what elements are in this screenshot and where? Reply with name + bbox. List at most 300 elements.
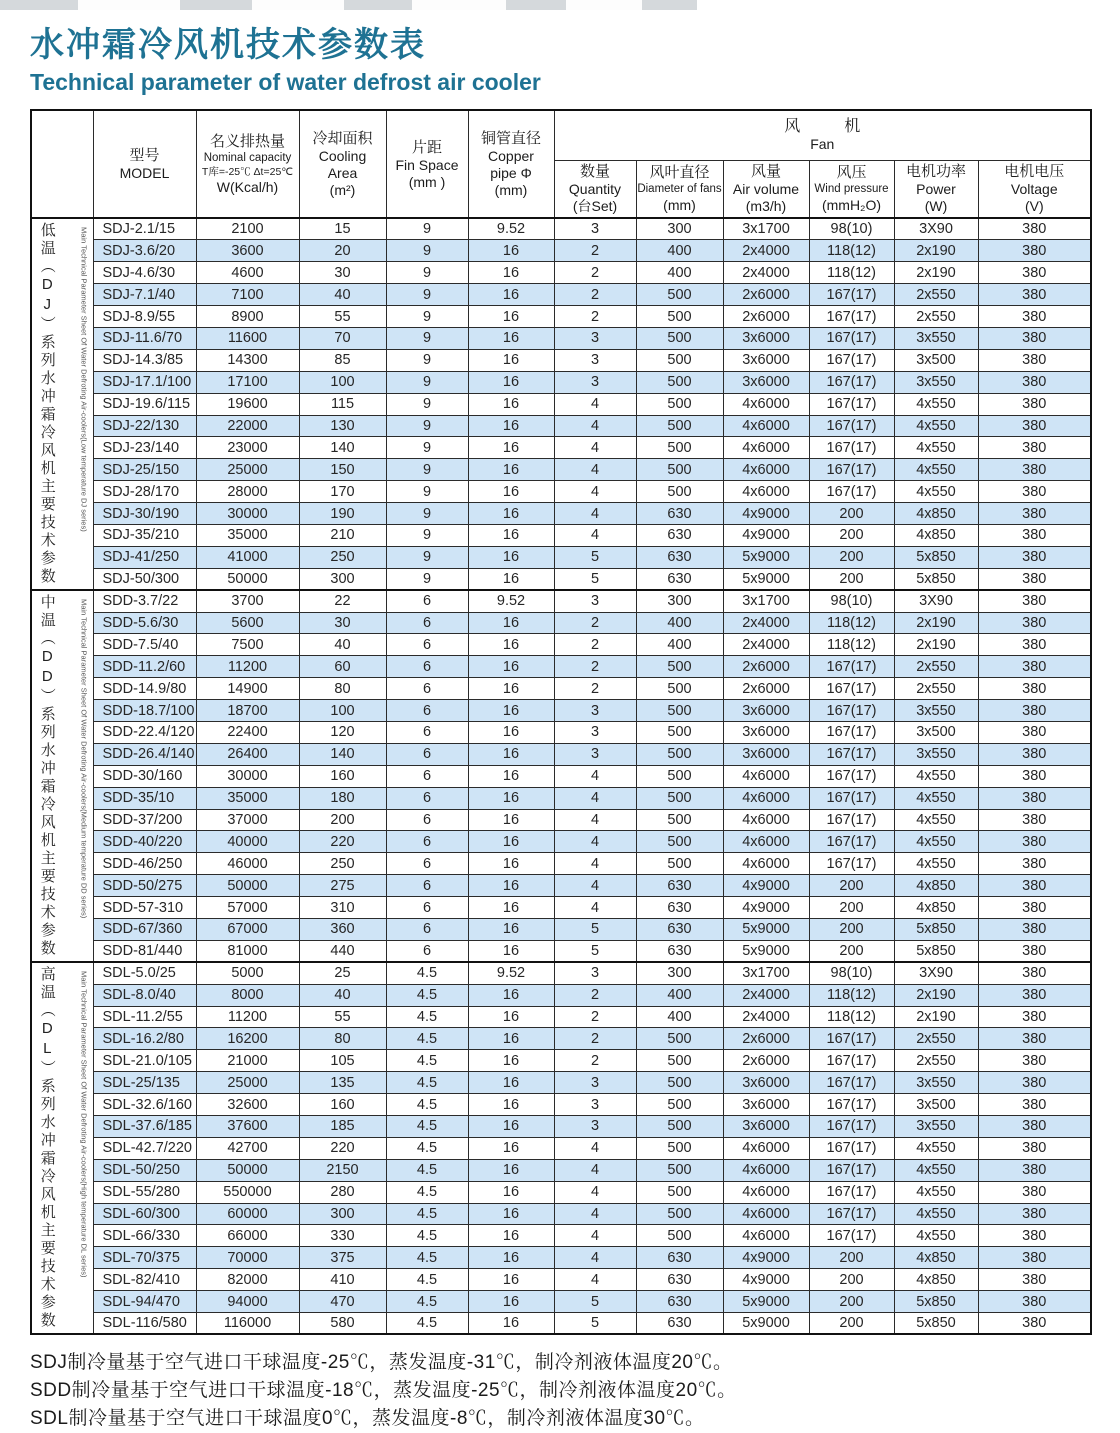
cell-nominal-capacity: 50000: [196, 1159, 299, 1181]
cell-fan-diameter: 400: [636, 612, 723, 634]
cell-motor-voltage: 380: [978, 590, 1091, 612]
cell-cooling-area: 300: [299, 1203, 386, 1225]
cell-nominal-capacity: 42700: [196, 1137, 299, 1159]
cell-motor-voltage: 380: [978, 875, 1091, 897]
cell-cooling-area: 140: [299, 743, 386, 765]
cell-air-volume: 3x6000: [723, 1116, 809, 1138]
cell-fan-quantity: 4: [554, 1247, 636, 1269]
cell-fin-space: 4.5: [386, 1269, 468, 1291]
cell-fin-space: 9: [386, 284, 468, 306]
cell-nominal-capacity: 14900: [196, 678, 299, 700]
cell-copper-pipe: 16: [468, 524, 554, 546]
cell-motor-voltage: 380: [978, 1203, 1091, 1225]
cell-motor-voltage: 380: [978, 415, 1091, 437]
cell-motor-voltage: 380: [978, 524, 1091, 546]
cell-air-volume: 4x6000: [723, 1181, 809, 1203]
cell-fin-space: 4.5: [386, 1313, 468, 1335]
cell-fan-diameter: 500: [636, 831, 723, 853]
cell-fan-quantity: 4: [554, 1269, 636, 1291]
cell-copper-pipe: 16: [468, 1116, 554, 1138]
cell-fan-diameter: 630: [636, 875, 723, 897]
cell-wind-pressure: 167(17): [809, 1159, 894, 1181]
cell-fan-diameter: 500: [636, 743, 723, 765]
cell-cooling-area: 185: [299, 1116, 386, 1138]
header-windpressure-en: Wind pressure: [814, 183, 889, 196]
cell-motor-power: 4x550: [894, 765, 978, 787]
cell-motor-power: 4x550: [894, 1181, 978, 1203]
cell-fan-quantity: 4: [554, 393, 636, 415]
cell-nominal-capacity: 3600: [196, 240, 299, 262]
cell-fan-diameter: 630: [636, 1313, 723, 1335]
cell-copper-pipe: 16: [468, 262, 554, 284]
cell-air-volume: 5x9000: [723, 940, 809, 962]
cell-fan-diameter: 500: [636, 481, 723, 503]
cell-nominal-capacity: 37000: [196, 809, 299, 831]
cell-motor-power: 5x850: [894, 568, 978, 590]
cell-wind-pressure: 167(17): [809, 1028, 894, 1050]
cell-nominal-capacity: 19600: [196, 393, 299, 415]
cell-model: SDL-94/470: [93, 1291, 196, 1313]
cell-wind-pressure: 167(17): [809, 721, 894, 743]
cell-fan-quantity: 4: [554, 853, 636, 875]
cell-fan-quantity: 4: [554, 1203, 636, 1225]
cell-motor-power: 2x190: [894, 612, 978, 634]
cell-fan-diameter: 630: [636, 1247, 723, 1269]
cell-cooling-area: 100: [299, 371, 386, 393]
page-subtitle: Technical parameter of water defrost air cooler: [30, 69, 541, 95]
cell-copper-pipe: 9.52: [468, 962, 554, 984]
cell-motor-voltage: 380: [978, 1116, 1091, 1138]
cell-fin-space: 9: [386, 415, 468, 437]
cell-fan-diameter: 630: [636, 503, 723, 525]
cell-fan-quantity: 2: [554, 1006, 636, 1028]
cell-copper-pipe: 16: [468, 1159, 554, 1181]
cell-fin-space: 6: [386, 678, 468, 700]
header-quantity-zh: 数量: [579, 163, 610, 181]
cell-fan-diameter: 400: [636, 240, 723, 262]
cell-fin-space: 9: [386, 218, 468, 240]
cell-cooling-area: 105: [299, 1050, 386, 1072]
cell-cooling-area: 180: [299, 787, 386, 809]
cell-copper-pipe: 9.52: [468, 590, 554, 612]
table-row: [31, 634, 1091, 656]
cell-fan-quantity: 2: [554, 656, 636, 678]
cell-model: SDJ-23/140: [93, 437, 196, 459]
cell-cooling-area: 200: [299, 809, 386, 831]
cell-motor-voltage: 380: [978, 1094, 1091, 1116]
cell-model: SDL-66/330: [93, 1225, 196, 1247]
cell-model: SDJ-14.3/85: [93, 349, 196, 371]
cell-cooling-area: 30: [299, 262, 386, 284]
table-row: [31, 743, 1091, 765]
cell-fan-diameter: 500: [636, 721, 723, 743]
table-row: [31, 962, 1091, 984]
cell-model: SDL-25/135: [93, 1072, 196, 1094]
cell-fan-quantity: 2: [554, 612, 636, 634]
cell-nominal-capacity: 5600: [196, 612, 299, 634]
cell-cooling-area: 135: [299, 1072, 386, 1094]
col-header-air-volume: [723, 160, 809, 218]
cell-motor-power: 4x850: [894, 875, 978, 897]
cell-copper-pipe: 16: [468, 897, 554, 919]
cell-model: SDJ-4.6/30: [93, 262, 196, 284]
cell-wind-pressure: 167(17): [809, 678, 894, 700]
table-row: [31, 1181, 1091, 1203]
cell-fan-quantity: 4: [554, 897, 636, 919]
cell-air-volume: 2x4000: [723, 1006, 809, 1028]
cell-fin-space: 6: [386, 612, 468, 634]
cell-fin-space: 9: [386, 437, 468, 459]
cell-motor-voltage: 380: [978, 897, 1091, 919]
cell-motor-power: 4x550: [894, 437, 978, 459]
cell-model: SDL-16.2/80: [93, 1028, 196, 1050]
cell-motor-power: 4x550: [894, 1203, 978, 1225]
cell-copper-pipe: 16: [468, 1072, 554, 1094]
cell-nominal-capacity: 4600: [196, 262, 299, 284]
cell-air-volume: 4x6000: [723, 831, 809, 853]
cell-motor-power: 3X90: [894, 218, 978, 240]
header-nominal-condition: T库=-25℃ Δt=25℃: [201, 166, 294, 178]
cell-copper-pipe: 16: [468, 327, 554, 349]
cell-cooling-area: 40: [299, 984, 386, 1006]
cell-wind-pressure: 167(17): [809, 1050, 894, 1072]
cell-copper-pipe: 16: [468, 700, 554, 722]
cell-fin-space: 9: [386, 459, 468, 481]
table-row: [31, 437, 1091, 459]
cell-fin-space: 9: [386, 546, 468, 568]
cell-nominal-capacity: 7100: [196, 284, 299, 306]
cell-nominal-capacity: 8900: [196, 306, 299, 328]
cell-copper-pipe: 16: [468, 1291, 554, 1313]
cell-fan-diameter: 500: [636, 765, 723, 787]
cell-fan-quantity: 4: [554, 831, 636, 853]
cell-wind-pressure: 200: [809, 940, 894, 962]
cell-cooling-area: 375: [299, 1247, 386, 1269]
cell-fan-quantity: 5: [554, 1313, 636, 1335]
header-cooling-en1: Cooling: [318, 148, 367, 164]
note-sdj: SDJ制冷量基于空气进口干球温度-25℃，蒸发温度-31℃，制冷剂液体温度20℃。: [30, 1352, 733, 1374]
cell-nominal-capacity: 14300: [196, 349, 299, 371]
cell-nominal-capacity: 23000: [196, 437, 299, 459]
cell-air-volume: 4x6000: [723, 393, 809, 415]
cell-wind-pressure: 167(17): [809, 284, 894, 306]
cell-air-volume: 2x6000: [723, 678, 809, 700]
cell-motor-power: 4x850: [894, 897, 978, 919]
cell-nominal-capacity: 35000: [196, 524, 299, 546]
cell-copper-pipe: 16: [468, 787, 554, 809]
cell-motor-voltage: 380: [978, 1181, 1091, 1203]
cell-motor-voltage: 380: [978, 218, 1091, 240]
cell-model: SDL-32.6/160: [93, 1094, 196, 1116]
cell-wind-pressure: 167(17): [809, 459, 894, 481]
cell-fan-quantity: 5: [554, 568, 636, 590]
cell-copper-pipe: 16: [468, 809, 554, 831]
cell-fan-quantity: 2: [554, 306, 636, 328]
cell-fan-quantity: 3: [554, 1094, 636, 1116]
cell-motor-voltage: 380: [978, 1159, 1091, 1181]
col-header-nominal-capacity: [196, 110, 299, 218]
cell-wind-pressure: 167(17): [809, 349, 894, 371]
cell-cooling-area: 220: [299, 1137, 386, 1159]
cell-air-volume: 2x4000: [723, 612, 809, 634]
cell-motor-voltage: 380: [978, 1137, 1091, 1159]
cell-fan-diameter: 300: [636, 962, 723, 984]
header-diameter-unit: (mm): [663, 197, 696, 214]
cell-motor-voltage: 380: [978, 612, 1091, 634]
cell-fan-diameter: 500: [636, 1225, 723, 1247]
table-row: [31, 1050, 1091, 1072]
cell-copper-pipe: 16: [468, 1313, 554, 1335]
header-copper-unit: (mm): [494, 182, 528, 198]
cell-motor-voltage: 380: [978, 262, 1091, 284]
cell-fan-quantity: 3: [554, 1072, 636, 1094]
cell-air-volume: 4x9000: [723, 524, 809, 546]
cell-fan-quantity: 2: [554, 634, 636, 656]
cell-motor-voltage: 380: [978, 678, 1091, 700]
cell-motor-power: 3x550: [894, 1116, 978, 1138]
table-row: [31, 284, 1091, 306]
cell-wind-pressure: 167(17): [809, 831, 894, 853]
cell-cooling-area: 15: [299, 218, 386, 240]
header-cooling-unit: (m²): [329, 182, 356, 198]
cell-air-volume: 3x6000: [723, 700, 809, 722]
header-nominal-unit: W(Kcal/h): [216, 179, 279, 195]
section-label: [31, 218, 93, 590]
cell-wind-pressure: 200: [809, 568, 894, 590]
cell-motor-power: 4x850: [894, 1269, 978, 1291]
cell-nominal-capacity: 30000: [196, 503, 299, 525]
header-diameter-zh: 风叶直径: [649, 164, 710, 182]
cell-cooling-area: 55: [299, 1006, 386, 1028]
table-row: [31, 875, 1091, 897]
cell-wind-pressure: 118(12): [809, 1006, 894, 1028]
cell-fan-quantity: 4: [554, 765, 636, 787]
cell-fin-space: 4.5: [386, 1028, 468, 1050]
cell-model: SDL-82/410: [93, 1269, 196, 1291]
cell-fin-space: 9: [386, 481, 468, 503]
cell-motor-voltage: 380: [978, 546, 1091, 568]
header-voltage-unit: (V): [1024, 198, 1044, 215]
col-header-motor-voltage: [978, 160, 1091, 218]
cell-model: SDD-57-310: [93, 897, 196, 919]
cell-air-volume: 2x4000: [723, 634, 809, 656]
cell-copper-pipe: 16: [468, 393, 554, 415]
cell-model: SDJ-7.1/40: [93, 284, 196, 306]
cell-fan-diameter: 500: [636, 349, 723, 371]
cell-motor-power: 5x850: [894, 1291, 978, 1313]
cell-cooling-area: 140: [299, 437, 386, 459]
cell-motor-power: 4x850: [894, 1247, 978, 1269]
cell-air-volume: 4x6000: [723, 1203, 809, 1225]
cell-model: SDD-81/440: [93, 940, 196, 962]
cell-motor-power: 3X90: [894, 962, 978, 984]
cell-cooling-area: 25: [299, 962, 386, 984]
cell-air-volume: 3x6000: [723, 721, 809, 743]
cell-motor-voltage: 380: [978, 481, 1091, 503]
table-row: [31, 1225, 1091, 1247]
cell-motor-voltage: 380: [978, 503, 1091, 525]
cell-air-volume: 3x6000: [723, 349, 809, 371]
cell-model: SDL-21.0/105: [93, 1050, 196, 1072]
table-row: [31, 1006, 1091, 1028]
cell-air-volume: 4x9000: [723, 875, 809, 897]
cell-air-volume: 3x1700: [723, 962, 809, 984]
cell-fan-quantity: 5: [554, 940, 636, 962]
cell-nominal-capacity: 18700: [196, 700, 299, 722]
cell-model: SDD-14.9/80: [93, 678, 196, 700]
table-row: [31, 568, 1091, 590]
cell-motor-voltage: 380: [978, 1072, 1091, 1094]
cell-air-volume: 4x9000: [723, 897, 809, 919]
cell-fan-diameter: 630: [636, 919, 723, 941]
cell-fan-diameter: 500: [636, 1094, 723, 1116]
cell-air-volume: 4x6000: [723, 437, 809, 459]
cell-fan-quantity: 4: [554, 1225, 636, 1247]
cell-fin-space: 4.5: [386, 1050, 468, 1072]
cell-fin-space: 9: [386, 349, 468, 371]
cell-copper-pipe: 16: [468, 306, 554, 328]
section-label-zh: 中温（DD）系列水冲霜冷风机主要技术参数: [38, 594, 56, 959]
col-header-model: [93, 110, 196, 218]
cell-copper-pipe: 16: [468, 284, 554, 306]
cell-fin-space: 4.5: [386, 984, 468, 1006]
section-label: [31, 590, 93, 962]
cell-copper-pipe: 16: [468, 1247, 554, 1269]
cell-cooling-area: 410: [299, 1269, 386, 1291]
cell-fan-diameter: 500: [636, 1028, 723, 1050]
cell-cooling-area: 85: [299, 349, 386, 371]
cell-model: SDJ-2.1/15: [93, 218, 196, 240]
header-windpressure-unit: (mmH₂O): [821, 197, 882, 214]
table-row: [31, 1247, 1091, 1269]
cell-motor-voltage: 380: [978, 284, 1091, 306]
cell-nominal-capacity: 67000: [196, 919, 299, 941]
cell-nominal-capacity: 22400: [196, 721, 299, 743]
table-row: [31, 787, 1091, 809]
cell-air-volume: 4x6000: [723, 481, 809, 503]
cell-air-volume: 4x6000: [723, 1225, 809, 1247]
table-row: [31, 1313, 1091, 1335]
table-row: [31, 393, 1091, 415]
table-row: [31, 546, 1091, 568]
cell-nominal-capacity: 116000: [196, 1313, 299, 1335]
cell-motor-voltage: 380: [978, 1247, 1091, 1269]
cell-nominal-capacity: 57000: [196, 897, 299, 919]
cell-model: SDJ-30/190: [93, 503, 196, 525]
cell-fin-space: 6: [386, 897, 468, 919]
cell-model: SDJ-25/150: [93, 459, 196, 481]
cell-cooling-area: 130: [299, 415, 386, 437]
header-power-unit: (W): [924, 198, 948, 215]
table-row: [31, 1028, 1091, 1050]
table-row: [31, 1116, 1091, 1138]
cell-nominal-capacity: 21000: [196, 1050, 299, 1072]
header-model-zh: 型号: [129, 147, 160, 164]
cell-copper-pipe: 16: [468, 1181, 554, 1203]
cell-motor-power: 3x550: [894, 327, 978, 349]
cell-copper-pipe: 16: [468, 503, 554, 525]
cell-model: SDL-116/580: [93, 1313, 196, 1335]
cell-model: SDJ-3.6/20: [93, 240, 196, 262]
cell-fan-diameter: 630: [636, 1269, 723, 1291]
cell-copper-pipe: 16: [468, 240, 554, 262]
cell-fan-diameter: 500: [636, 284, 723, 306]
cell-wind-pressure: 167(17): [809, 743, 894, 765]
cell-model: SDJ-11.6/70: [93, 327, 196, 349]
cell-motor-voltage: 380: [978, 1028, 1091, 1050]
cell-fin-space: 6: [386, 919, 468, 941]
cell-nominal-capacity: 550000: [196, 1181, 299, 1203]
cell-copper-pipe: 16: [468, 481, 554, 503]
cell-wind-pressure: 167(17): [809, 765, 894, 787]
cell-fan-diameter: 500: [636, 1181, 723, 1203]
cell-nominal-capacity: 26400: [196, 743, 299, 765]
cell-fan-quantity: 3: [554, 743, 636, 765]
cell-fan-quantity: 4: [554, 875, 636, 897]
cell-cooling-area: 40: [299, 284, 386, 306]
cell-cooling-area: 250: [299, 546, 386, 568]
cell-cooling-area: 20: [299, 240, 386, 262]
cell-air-volume: 5x9000: [723, 1291, 809, 1313]
cell-fan-quantity: 3: [554, 349, 636, 371]
cell-motor-voltage: 380: [978, 940, 1091, 962]
cell-nominal-capacity: 40000: [196, 831, 299, 853]
cell-motor-power: 3x500: [894, 349, 978, 371]
cell-fan-quantity: 3: [554, 371, 636, 393]
cell-motor-voltage: 380: [978, 634, 1091, 656]
cell-motor-voltage: 380: [978, 743, 1091, 765]
header-nominal-en: Nominal capacity: [203, 152, 292, 164]
cell-fan-quantity: 4: [554, 1181, 636, 1203]
cell-nominal-capacity: 3700: [196, 590, 299, 612]
cell-motor-power: 2x550: [894, 1028, 978, 1050]
header-quantity-en: Quantity: [568, 181, 622, 198]
cell-fin-space: 4.5: [386, 1225, 468, 1247]
cell-air-volume: 5x9000: [723, 546, 809, 568]
cell-fan-diameter: 500: [636, 1050, 723, 1072]
cell-model: SDL-37.6/185: [93, 1116, 196, 1138]
cell-nominal-capacity: 2100: [196, 218, 299, 240]
cell-cooling-area: 160: [299, 765, 386, 787]
header-fin-zh: 片距: [411, 138, 442, 156]
cell-fin-space: 6: [386, 853, 468, 875]
cell-fan-diameter: 300: [636, 590, 723, 612]
cell-fin-space: 9: [386, 371, 468, 393]
cell-model: SDD-37/200: [93, 809, 196, 831]
table-row: [31, 1137, 1091, 1159]
cell-air-volume: 4x9000: [723, 503, 809, 525]
cell-model: SDD-26.4/140: [93, 743, 196, 765]
cell-fan-quantity: 5: [554, 919, 636, 941]
cell-cooling-area: 300: [299, 568, 386, 590]
cell-copper-pipe: 16: [468, 743, 554, 765]
cell-fin-space: 9: [386, 393, 468, 415]
cell-fin-space: 6: [386, 787, 468, 809]
cell-wind-pressure: 118(12): [809, 984, 894, 1006]
cell-nominal-capacity: 22000: [196, 415, 299, 437]
cell-nominal-capacity: 11200: [196, 1006, 299, 1028]
table-row: [31, 984, 1091, 1006]
table-row: [31, 306, 1091, 328]
cell-wind-pressure: 167(17): [809, 327, 894, 349]
cell-copper-pipe: 16: [468, 831, 554, 853]
cell-nominal-capacity: 50000: [196, 875, 299, 897]
cell-fan-quantity: 4: [554, 459, 636, 481]
cell-wind-pressure: 200: [809, 546, 894, 568]
cell-fin-space: 6: [386, 743, 468, 765]
cell-wind-pressure: 167(17): [809, 1094, 894, 1116]
cell-motor-voltage: 380: [978, 809, 1091, 831]
